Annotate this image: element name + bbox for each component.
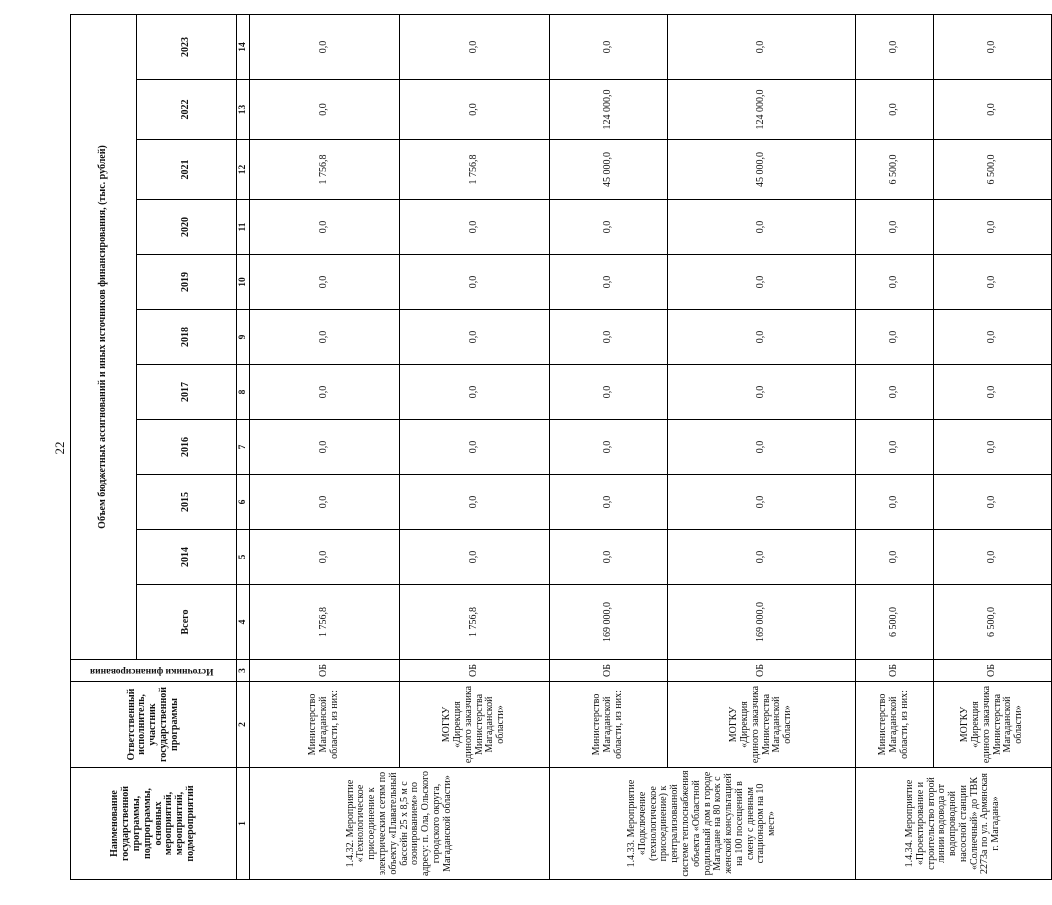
column-number: 14 (237, 14, 250, 79)
column-number: 8 (237, 365, 250, 420)
year-value-2022: 124 000,0 (668, 80, 856, 140)
year-value-2022: 0,0 (934, 80, 1052, 140)
year-value-2014: 0,0 (934, 530, 1052, 585)
year-value-2023: 0,0 (550, 14, 668, 79)
executor-cell: МОГКУ «Дирекция единого заказчика Министерства Магаданской области» (668, 682, 856, 768)
year-value-2023: 0,0 (668, 14, 856, 79)
executor-cell: Министерство Магаданской области, из них: (250, 682, 400, 768)
header-program-name: Наименование государственной программы, подпрограммы, основных мероприятий, мероприятий, подмероприятий (71, 768, 237, 880)
header-year-2021: 2021 (137, 140, 237, 200)
year-value-2023: 0,0 (856, 14, 934, 79)
total-cell: 1 756,8 (400, 585, 550, 660)
year-value-2021: 6 500,0 (856, 140, 934, 200)
year-value-2020: 0,0 (934, 200, 1052, 255)
year-value-2015: 0,0 (668, 475, 856, 530)
year-value-2019: 0,0 (400, 255, 550, 310)
year-value-2021: 45 000,0 (668, 140, 856, 200)
year-value-2014: 0,0 (550, 530, 668, 585)
source-cell: ОБ (856, 660, 934, 682)
year-value-2017: 0,0 (668, 365, 856, 420)
total-cell: 1 756,8 (250, 585, 400, 660)
year-value-2020: 0,0 (856, 200, 934, 255)
table-row (668, 14, 856, 879)
year-value-2016: 0,0 (550, 420, 668, 475)
year-value-2021: 1 756,8 (250, 140, 400, 200)
year-value-2016: 0,0 (250, 420, 400, 475)
column-number: 2 (237, 682, 250, 768)
header-year-2014: 2014 (137, 530, 237, 585)
year-value-2014: 0,0 (668, 530, 856, 585)
year-value-2022: 0,0 (400, 80, 550, 140)
executor-cell: Министерство Магаданской области, из них: (856, 682, 934, 768)
year-value-2017: 0,0 (250, 365, 400, 420)
total-cell: 169 000,0 (668, 585, 856, 660)
column-number: 3 (237, 660, 250, 682)
year-value-2018: 0,0 (250, 310, 400, 365)
column-number: 7 (237, 420, 250, 475)
year-value-2016: 0,0 (856, 420, 934, 475)
header-source-cell (71, 660, 237, 682)
executor-cell: Министерство Магаданской области, из них: (550, 682, 668, 768)
header-year-2018: 2018 (137, 310, 237, 365)
year-value-2023: 0,0 (400, 14, 550, 79)
column-number: 13 (237, 80, 250, 140)
page-number: 22 (52, 441, 67, 455)
source-cell: ОБ (250, 660, 400, 682)
table-row (250, 14, 400, 879)
year-value-2014: 0,0 (400, 530, 550, 585)
column-number: 5 (237, 530, 250, 585)
year-value-2021: 45 000,0 (550, 140, 668, 200)
year-value-2015: 0,0 (400, 475, 550, 530)
year-value-2019: 0,0 (550, 255, 668, 310)
header-year-2016: 2016 (137, 420, 237, 475)
measure-name: 1.4.33. Мероприятие «Подключение (технологическое присоединение) к централизованной системе теплоснабжения объекта «Областной родильный дом в городе Магадане на 80 коек с женской консультацией на 100 посещений в смену с дневным стационаром на 10 мест» (550, 768, 856, 880)
table-row (400, 14, 550, 879)
column-number: 9 (237, 310, 250, 365)
header-executor: Ответственный исполнитель, участник государственной программы (71, 682, 237, 768)
source-cell: ОБ (934, 660, 1052, 682)
year-value-2023: 0,0 (250, 14, 400, 79)
year-value-2017: 0,0 (856, 365, 934, 420)
year-value-2018: 0,0 (550, 310, 668, 365)
year-value-2017: 0,0 (934, 365, 1052, 420)
year-value-2021: 6 500,0 (934, 140, 1052, 200)
table-row (934, 14, 1052, 879)
year-value-2015: 0,0 (550, 475, 668, 530)
table-row (550, 14, 668, 879)
header-year-2017: 2017 (137, 365, 237, 420)
executor-cell: МОГКУ «Дирекция единого заказчика Министерства Магаданской области» (934, 682, 1052, 768)
year-value-2016: 0,0 (400, 420, 550, 475)
year-value-2020: 0,0 (668, 200, 856, 255)
year-value-2016: 0,0 (668, 420, 856, 475)
column-number: 12 (237, 140, 250, 200)
year-value-2023: 0,0 (934, 14, 1052, 79)
measure-name: 1.4.34. Мероприятие «Проектирование и строительство второй линии водовода от водопроводной насосной станции «Солнечный» до ТВК 2273а по ул. Армянская г. Магадана» (856, 768, 1052, 880)
year-value-2018: 0,0 (856, 310, 934, 365)
total-cell: 6 500,0 (934, 585, 1052, 660)
column-number: 11 (237, 200, 250, 255)
year-value-2020: 0,0 (250, 200, 400, 255)
column-number: 1 (237, 768, 250, 880)
table-row (856, 14, 934, 879)
column-number: 10 (237, 255, 250, 310)
header-year-2023: 2023 (137, 14, 237, 79)
header-source: Источники финансирования (89, 665, 214, 676)
year-value-2019: 0,0 (934, 255, 1052, 310)
column-number: 6 (237, 475, 250, 530)
measure-name: 1.4.32. Мероприятие «Технологическое присоединение к электрическим сетям по объекту «Плавательный бассейн 25 x 8,5 м с озонированием» по адресу: п. Ола, Ольского городского округа, Магаданской области» (250, 768, 550, 880)
year-value-2022: 0,0 (250, 80, 400, 140)
total-cell: 6 500,0 (856, 585, 934, 660)
year-value-2020: 0,0 (550, 200, 668, 255)
total-cell: 169 000,0 (550, 585, 668, 660)
source-cell: ОБ (668, 660, 856, 682)
header-funding: Объем бюджетных ассигнований и иных источников финансирования, (тыс. рублей) (71, 14, 137, 659)
year-value-2018: 0,0 (934, 310, 1052, 365)
year-value-2020: 0,0 (400, 200, 550, 255)
year-value-2015: 0,0 (934, 475, 1052, 530)
financing-table (70, 14, 1052, 880)
column-number: 4 (237, 585, 250, 660)
year-value-2019: 0,0 (250, 255, 400, 310)
year-value-2019: 0,0 (668, 255, 856, 310)
source-cell: ОБ (400, 660, 550, 682)
year-value-2014: 0,0 (856, 530, 934, 585)
year-value-2018: 0,0 (668, 310, 856, 365)
year-value-2021: 1 756,8 (400, 140, 550, 200)
year-value-2022: 0,0 (856, 80, 934, 140)
source-cell: ОБ (550, 660, 668, 682)
year-value-2017: 0,0 (400, 365, 550, 420)
rotated-table-sheet (70, 15, 1025, 880)
year-value-2017: 0,0 (550, 365, 668, 420)
executor-cell: МОГКУ «Дирекция единого заказчика Министерства Магаданской области» (400, 682, 550, 768)
year-value-2015: 0,0 (856, 475, 934, 530)
year-value-2016: 0,0 (934, 420, 1052, 475)
year-value-2022: 124 000,0 (550, 80, 668, 140)
header-year-2022: 2022 (137, 80, 237, 140)
year-value-2015: 0,0 (250, 475, 400, 530)
header-total: Всего (137, 585, 237, 660)
header-year-2019: 2019 (137, 255, 237, 310)
year-value-2014: 0,0 (250, 530, 400, 585)
year-value-2018: 0,0 (400, 310, 550, 365)
year-value-2019: 0,0 (856, 255, 934, 310)
header-year-2015: 2015 (137, 475, 237, 530)
header-year-2020: 2020 (137, 200, 237, 255)
